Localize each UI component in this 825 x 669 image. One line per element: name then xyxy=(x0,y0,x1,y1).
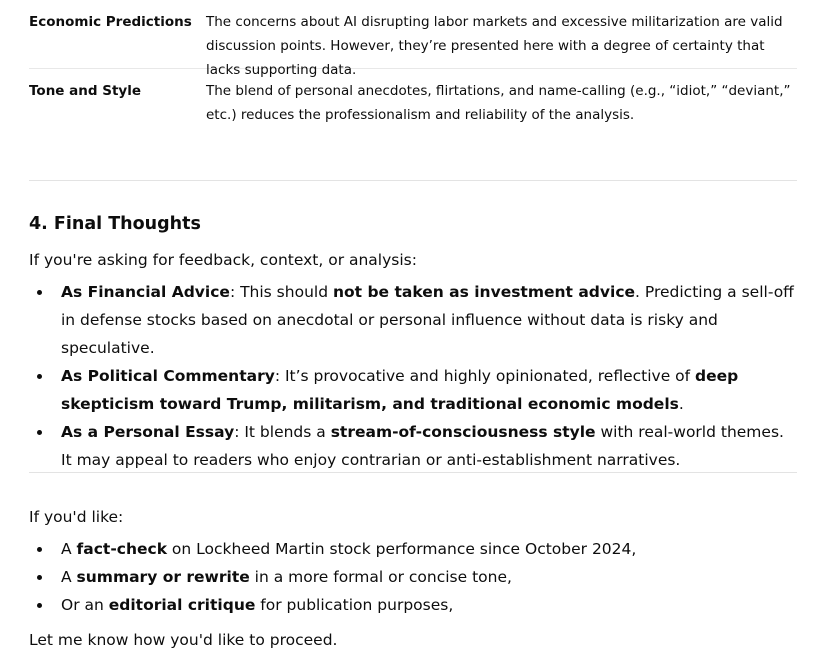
bullet-bold: summary or rewrite xyxy=(76,568,250,586)
bullet-bold: stream-of-consciousness style xyxy=(330,423,596,441)
list-item xyxy=(29,591,797,619)
final-thoughts-list xyxy=(29,278,797,474)
bullet-lead: As Political Commentary xyxy=(61,367,275,385)
bullet-lead: As a Personal Essay xyxy=(61,423,235,441)
bullet-text: on Lockheed Martin stock performance since October 2024, xyxy=(167,540,637,558)
bullet-text: . Predicting a sell-off in defense stocks based on anecdotal or personal influence without data is risky and speculative. xyxy=(61,283,794,357)
table-cell-text: The blend of personal anecdotes, flirtations, and name-calling (e.g., “idiot,” “deviant,” etc.) reduces the professionalism and reliability of the analysis. xyxy=(206,83,791,123)
followup-list xyxy=(29,535,797,619)
bullet-text: : This should xyxy=(229,283,333,301)
bullet-text: : It’s provocative and highly opinionated, reflective of xyxy=(274,367,696,385)
list-item xyxy=(29,535,797,563)
bullet-icon xyxy=(37,374,42,379)
bullet-icon xyxy=(37,603,42,608)
section-intro: If you're asking for feedback, context, or analysis: xyxy=(29,251,417,269)
table-cell-text: The concerns about AI disrupting labor markets and excessive militarization are valid discussion points. However, they’re presented here with a degree of certainty that lacks supporting data. xyxy=(206,14,783,78)
bullet-icon xyxy=(37,430,42,435)
bullet-icon xyxy=(37,290,42,295)
bullet-text: . xyxy=(678,395,684,413)
bullet-bold: editorial critique xyxy=(108,596,256,614)
analysis-table xyxy=(29,0,797,129)
chat-response xyxy=(29,0,797,649)
table-row xyxy=(29,0,797,78)
table-cell-label: Tone and Style xyxy=(29,83,142,99)
list-item xyxy=(29,563,797,591)
list-item xyxy=(29,278,797,362)
list-item xyxy=(29,418,797,474)
bullet-text: for publication purposes, xyxy=(255,596,454,614)
divider xyxy=(29,180,797,181)
followup-intro: If you'd like: xyxy=(29,508,124,526)
section-heading: 4. Final Thoughts xyxy=(29,214,201,234)
bullet-icon xyxy=(37,575,42,580)
divider xyxy=(29,472,797,473)
bullet-text: in a more formal or concise tone, xyxy=(249,568,512,586)
bullet-text: Or an xyxy=(61,596,109,614)
closing-text: Let me know how you'd like to proceed. xyxy=(29,631,338,649)
bullet-bold: deep skepticism toward Trump, militarism, and traditional economic models xyxy=(61,367,739,413)
bullet-icon xyxy=(37,547,42,552)
bullet-lead: As Financial Advice xyxy=(61,283,230,301)
bullet-text: with real-world themes. It may appeal to readers who enjoy contrarian or anti-establishment narratives. xyxy=(61,423,784,469)
list-item xyxy=(29,362,797,418)
bullet-text: : It blends a xyxy=(234,423,331,441)
bullet-bold: not be taken as investment advice xyxy=(332,283,636,301)
bullet-text: A xyxy=(61,568,77,586)
table-cell-label: Economic Predictions xyxy=(29,14,192,30)
bullet-text: A xyxy=(61,540,77,558)
bullet-bold: fact-check xyxy=(76,540,167,558)
table-row xyxy=(29,69,797,129)
